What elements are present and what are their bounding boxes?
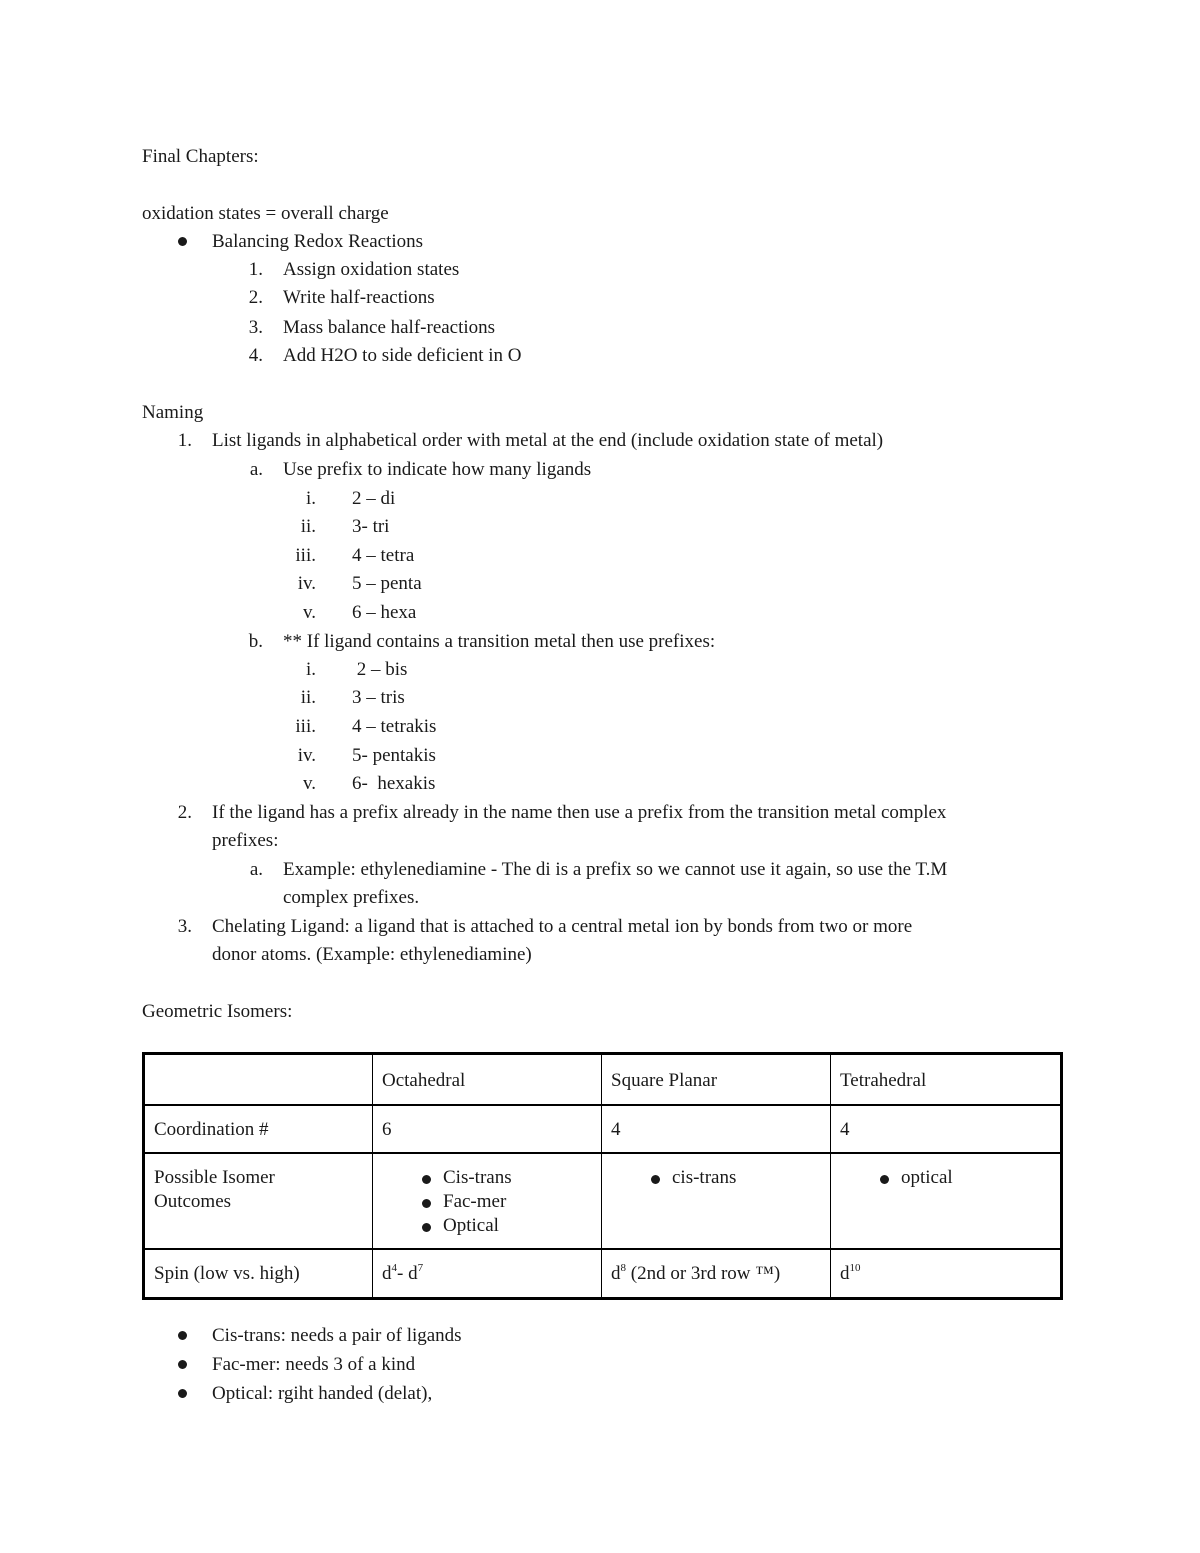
isomer-list — [382, 1166, 592, 1237]
prefix-text: 2 – di — [352, 488, 396, 509]
list-item — [382, 1190, 592, 1214]
sub-text-line1: Example: ethylenediamine - The di is a prefix so we cannot use it again, so use the T.M — [283, 859, 948, 880]
step-text: Add H2O to side deficient in O — [283, 345, 522, 366]
roman-numeral: iv. — [297, 745, 316, 766]
bullet-dot — [422, 1175, 431, 1184]
roman-numeral: v. — [302, 773, 316, 794]
roman-numeral: i. — [305, 488, 316, 509]
table-header-tetrahedral: Tetrahedral — [831, 1054, 1062, 1105]
intro-line: oxidation states = overall charge — [142, 203, 389, 224]
bullet-dot — [178, 1331, 187, 1340]
prefix-text: 5- pentakis — [352, 745, 436, 766]
list-item — [611, 1166, 821, 1190]
prefix-text: 4 – tetrakis — [352, 716, 437, 737]
sub-text: ** If ligand contains a transition metal then use prefixes: — [283, 631, 716, 652]
table-cell — [831, 1153, 1062, 1249]
roman-numeral: iii. — [295, 716, 316, 737]
item-text-line2: donor atoms. (Example: ethylenediamine) — [212, 944, 532, 965]
list-item-text: Fac-mer — [443, 1191, 507, 1213]
prefix-text: 4 – tetra — [352, 545, 415, 566]
list-item-text: Optical — [443, 1214, 499, 1236]
sub-text: Use prefix to indicate how many ligands — [283, 459, 592, 480]
roman-numeral: ii. — [300, 516, 316, 537]
sub-letter: b. — [248, 631, 263, 652]
roman-numeral: ii. — [300, 687, 316, 708]
spin-octahedral: $d^4-$ $d^7$ — [373, 1249, 602, 1298]
prefix-text: 3 – tris — [352, 687, 405, 708]
step-text: Mass balance half-reactions — [283, 317, 496, 338]
list-item-text: Cis-trans — [443, 1167, 512, 1189]
redox-heading: Balancing Redox Reactions — [212, 231, 424, 252]
note-item: Optical: rgiht handed (delat), — [212, 1383, 433, 1404]
isomer-table — [142, 1052, 1063, 1300]
step-number: 1. — [248, 259, 263, 280]
step-number: 3. — [248, 317, 263, 338]
item-number: 2. — [177, 802, 192, 823]
bullet-dot — [178, 1360, 187, 1369]
item-text-line2: prefixes: — [212, 830, 279, 851]
row-label-line1: Possible Isomer — [154, 1167, 275, 1189]
bullet-dot — [880, 1175, 889, 1184]
list-item — [382, 1214, 592, 1238]
geometric-isomers-heading: Geometric Isomers: — [142, 1001, 293, 1022]
sub-letter: a. — [249, 859, 263, 880]
table-cell — [373, 1153, 602, 1249]
step-number: 2. — [248, 287, 263, 308]
list-item-text: optical — [901, 1167, 953, 1189]
sub-letter: a. — [249, 459, 263, 480]
table-cell: 4 — [602, 1105, 831, 1154]
item-text-line1: If the ligand has a prefix already in the name then use a prefix from the transition metal complex — [212, 802, 947, 823]
table-cell: Spin (low vs. high) — [144, 1249, 373, 1298]
bullet-dot — [651, 1175, 660, 1184]
prefix-text: 5 – penta — [352, 573, 422, 594]
note-item: Fac-mer: needs 3 of a kind — [212, 1354, 416, 1375]
item-number: 3. — [177, 916, 192, 937]
table-row — [144, 1249, 1062, 1298]
item-text-line1: Chelating Ligand: a ligand that is attached to a central metal ion by bonds from two or more — [212, 916, 913, 937]
list-item — [382, 1166, 592, 1190]
prefix-text: 6 – hexa — [352, 602, 417, 623]
bullet-dot — [178, 1389, 187, 1398]
bullet-dot — [422, 1199, 431, 1208]
list-item — [840, 1166, 1051, 1190]
table-cell: 4 — [831, 1105, 1062, 1154]
prefix-text: 3- tri — [352, 516, 390, 537]
table-header-square-planar: Square Planar — [602, 1054, 831, 1105]
page-title: Final Chapters: — [142, 146, 259, 167]
spin-square-planar: $d^8$ (2nd or 3rd row ™) — [602, 1249, 831, 1298]
step-number: 4. — [248, 345, 263, 366]
roman-numeral: iii. — [295, 545, 316, 566]
table-cell: Coordination # — [144, 1105, 373, 1154]
roman-numeral: iv. — [297, 573, 316, 594]
table-header-octahedral: Octahedral — [373, 1054, 602, 1105]
item-text: List ligands in alphabetical order with metal at the end (include oxidation state of metal) — [212, 430, 884, 451]
table-row — [144, 1105, 1062, 1154]
table-row — [144, 1153, 1062, 1249]
table-cell — [144, 1153, 373, 1249]
table-cell — [602, 1153, 831, 1249]
table-row — [144, 1054, 1062, 1105]
row-label-line2: Outcomes — [154, 1191, 232, 1213]
roman-numeral: i. — [305, 659, 316, 680]
list-item-text: cis-trans — [672, 1167, 737, 1189]
isomer-list — [840, 1166, 1051, 1190]
step-text: Assign oxidation states — [283, 259, 460, 280]
prefix-text: 6- hexakis — [352, 773, 436, 794]
bullet-dot — [422, 1223, 431, 1232]
table-cell — [144, 1054, 373, 1105]
item-number: 1. — [177, 430, 192, 451]
bullet-dot — [178, 237, 187, 246]
isomer-list — [611, 1166, 821, 1190]
table-cell: 6 — [373, 1105, 602, 1154]
roman-numeral: v. — [302, 602, 316, 623]
spin-tetrahedral: $d^{10}$ — [831, 1249, 1062, 1298]
naming-heading: Naming — [142, 402, 204, 423]
sub-text-line2: complex prefixes. — [283, 887, 420, 908]
note-item: Cis-trans: needs a pair of ligands — [212, 1325, 462, 1346]
step-text: Write half-reactions — [283, 287, 435, 308]
prefix-text: 2 – bis — [352, 659, 408, 680]
